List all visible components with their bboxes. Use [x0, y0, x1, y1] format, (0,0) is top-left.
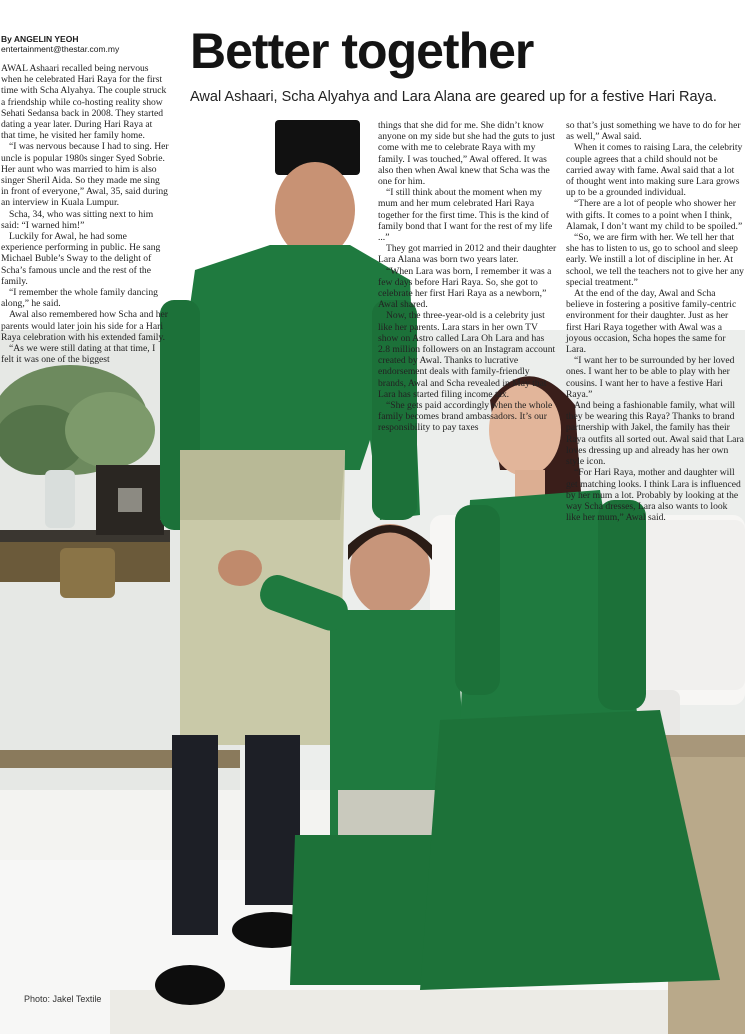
paragraph: “I want her to be surrounded by her loved ones. I want her to be able to play with her cousins. I want her to have a festive Hari Raya.” — [566, 355, 735, 400]
paragraph: so that’s just something we have to do for her as well,” Awal said. — [566, 120, 741, 143]
paragraph: “I still think about the moment when my mum and her mum celebrated Hari Raya together for the first time. This is the kind of family bond that I want for the rest of my life ...” — [378, 187, 553, 244]
paragraph: AWAL Ashaari recalled being nervous when he celebrated Hari Raya for the first time with Scha Alyahya. The couple struck a friendship while co-hosting reality show Sehati Sedansa back in 2008. They started dating a year later. During Hari Raya at that time, he visited her family home. — [1, 63, 167, 142]
paragraph: “When Lara was born, I remember it was a few days before Hari Raya. So, she got to celebrate her first Hari Raya as a newborn,” Awal shared. — [378, 265, 552, 311]
paragraph: “I was nervous because I had to sing. Her uncle is popular 1980s singer Syed Sobrie. Her aunt who was married to him is also singer Sheril Aida. So they made me sing in front of everyone,” Awal, 35, said during an interview in Kuala Lumpur. — [1, 141, 169, 209]
author-email[interactable]: entertainment@thestar.com.my — [1, 44, 120, 54]
paragraph: At the end of the day, Awal and Scha believe in fostering a positive family-centric environment for their daughter. Just as her first Hari Raya together with Awal was a joyous occasion, Scha hopes the same for Lara. — [566, 288, 737, 356]
paragraph: “As we were still dating at that time, I felt it was one of the biggest — [1, 343, 156, 366]
paragraph: “I remember the whole family dancing along,” he said. — [1, 287, 158, 310]
byline — [1, 34, 181, 54]
paragraph: Scha, 34, who was sitting next to him said: “I warned him!” — [1, 208, 154, 231]
article-column-3 — [566, 120, 744, 523]
paragraph: When it comes to raising Lara, the celebrity couple agrees that a child should not be carried away with fame. Awal said that a lot of thought went into making sure Lara grows up to be a grounded individual. — [566, 142, 743, 199]
author-name: By ANGELIN YEOH — [1, 34, 79, 44]
article-column-1 — [1, 63, 169, 365]
subheadline: Awal Ashaari, Scha Alyahya and Lara Alana are geared up for a festive Hari Raya. — [190, 89, 717, 105]
paragraph: Awal also remembered how Scha and her parents would later join his side for a Hari Raya celebration with his extended family. — [1, 309, 168, 343]
paragraph: “For Hari Raya, mother and daughter will get matching looks. I think Lara is influenced by her mum a lot. Probably by looking at the way Scha dresses, Lara also wants to look like her mum,” Awal said. — [566, 467, 741, 524]
paragraph: Luckily for Awal, he had some experience performing in public. He sang Michael Buble’s Sway to the delight of Scha’s famous uncle and the rest of the family. — [1, 231, 161, 287]
paragraph: Now, the three-year-old is a celebrity just like her parents. Lara stars in her own TV show on Astro called Lara Oh Lara and has 2.8 million followers on an Instagram account created by Awal. Thanks to lucrative endorsement deals with family-friendly brands, Awal and Scha revealed in May that Lara has started filing income tax. — [378, 310, 556, 400]
paragraph: And being a fashionable family, what will they be wearing this Raya? Thanks to brand partnership with Jakel, the family has their Raya outfits all sorted out. Awal said that Lara loves dressing up and already has her own style icon. — [566, 400, 744, 468]
paragraph: “So, we are firm with her. We tell her that she has to listen to us, go to school and sleep early. We instill a lot of discipline in her. At school, we tell the teachers not to give her any special treatment.” — [566, 232, 744, 288]
article-column-2 — [378, 120, 558, 434]
paragraph: “She gets paid accordingly when the whole family becomes brand ambassadors. It’s our responsibility to pay taxes — [378, 400, 553, 434]
paragraph: “There are a lot of people who shower her with gifts. It comes to a point when I think, Alamak, I don’t want my child to be spoiled.” — [566, 198, 743, 232]
paragraph: They got married in 2012 and their daughter Lara Alana was born two years later. — [378, 243, 557, 266]
paragraph: things that she did for me. She didn’t know anyone on my side but she had the guts to just come with me to celebrate Raya with my family. I was touched,” Awal offered. It was also then when Awal knew that Scha was the one for him. — [378, 120, 555, 188]
picture-frame — [96, 465, 164, 535]
headline: Better together — [190, 23, 534, 79]
photo-credit: Photo: Jakel Textile — [24, 994, 102, 1004]
